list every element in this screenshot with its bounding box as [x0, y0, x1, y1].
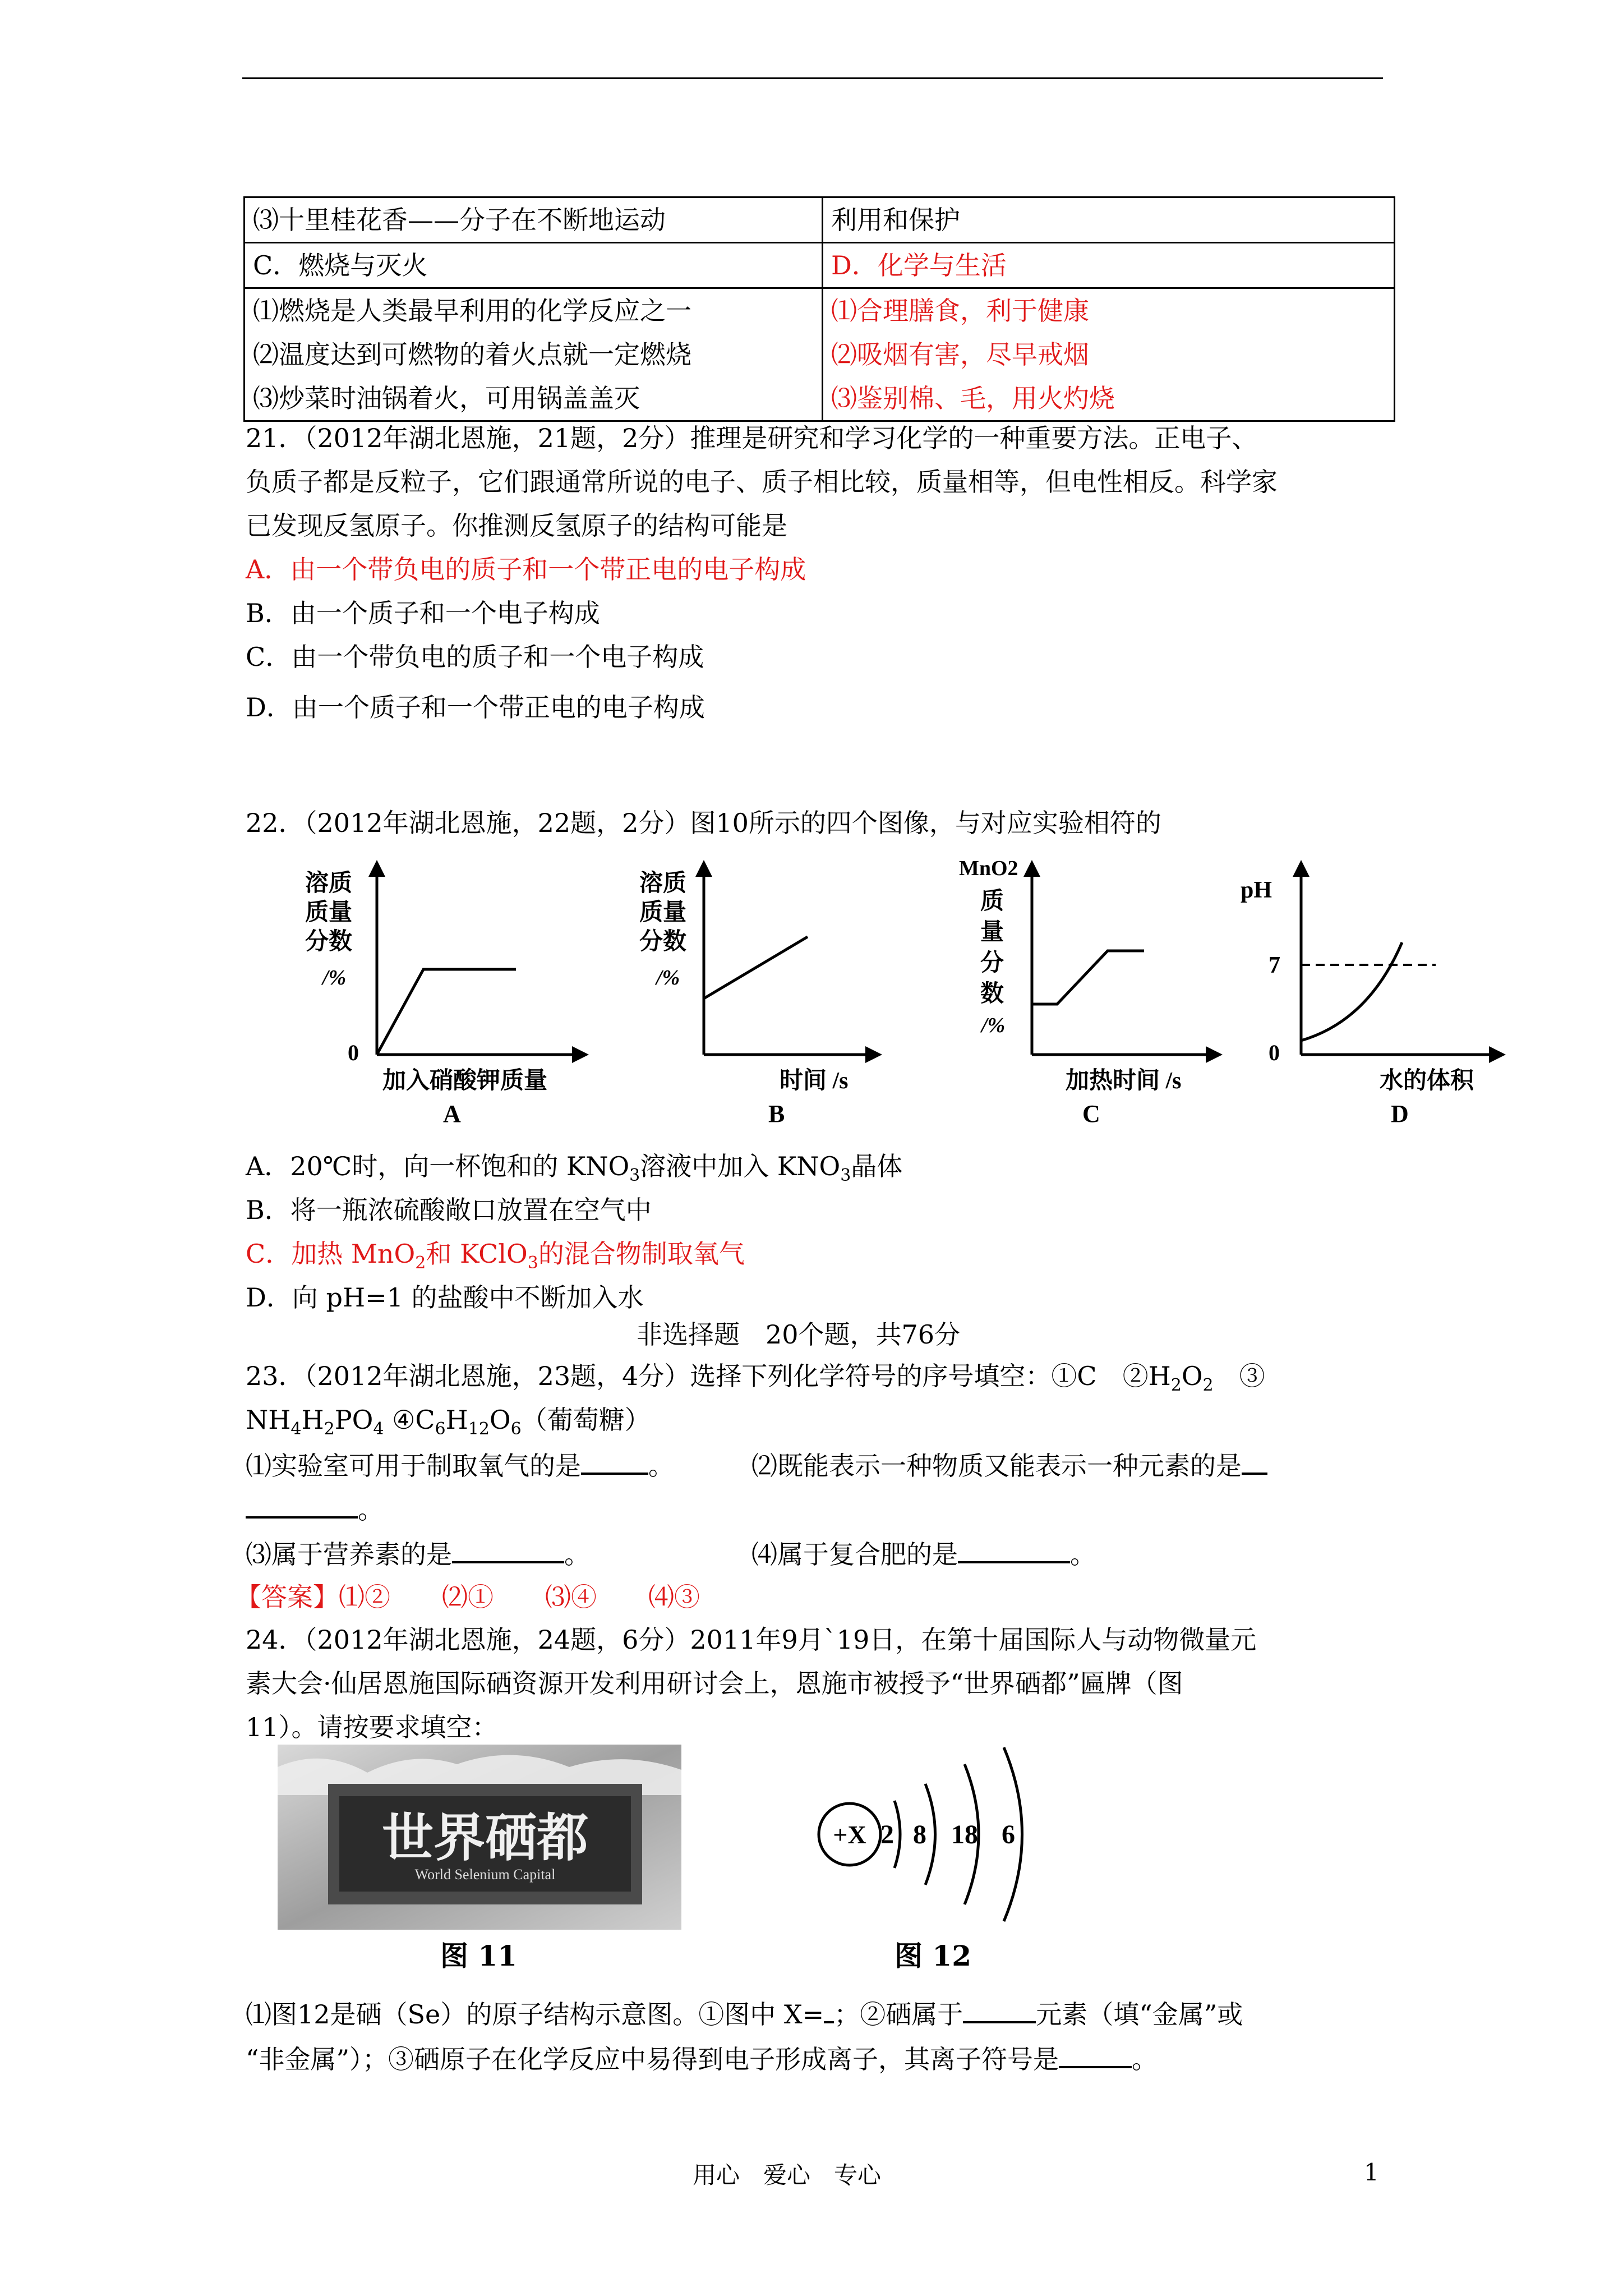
figure-11-caption: 图 11 — [440, 1939, 517, 1972]
q23-sub2-cont: 。 — [246, 1488, 384, 1531]
q21-option-b: B．由一个质子和一个电子构成 — [246, 598, 600, 628]
graph-a-ylabel-4: /% — [322, 966, 347, 990]
q23-blank-4[interactable] — [958, 1539, 1070, 1563]
q23-sub2: ⑵既能表示一种物质又能表示一种元素的是 — [751, 1444, 1267, 1488]
graph-c-ylabel-5: /% — [981, 1014, 1006, 1037]
graph-c-ylabel-top: MnO2 — [959, 857, 1018, 880]
graph-c-xlabel: 加热时间 /s — [1066, 1068, 1182, 1094]
table-cell-line: ⑵温度达到可燃物的着火点就一定燃烧 — [253, 339, 691, 370]
table-cell: D．化学与生活 — [831, 250, 1007, 280]
plaque-title: 世界硒都 — [381, 1807, 589, 1868]
graph-b-ylabel-2: 质量 — [639, 900, 687, 926]
graph-a-ylabel-1: 溶质 — [305, 871, 353, 896]
table-cell-line: ⑴合理膳食，利于健康 — [831, 296, 1089, 326]
q24-sub1: ⑴图12是硒（Se）的原子结构示意图。①图中 X= ；②硒属于 元素（填“金属”或 — [246, 1999, 1243, 2030]
q23-blank-3[interactable] — [452, 1539, 564, 1563]
q22-stem: 22．（2012年湖北恩施，22题，2分）图10所示的四个图像，与对应实验相符的 — [246, 808, 1161, 838]
graph-d-xlabel: 水的体积 — [1380, 1068, 1474, 1094]
graph-b-ylabel-1: 溶质 — [639, 871, 687, 896]
graph-b-ylabel-3: 分数 — [639, 929, 687, 955]
q21-line1: 21．（2012年湖北恩施，21题，2分）推理是研究和学习化学的一种重要方法。正电子、 — [246, 423, 1258, 453]
q24-blank-type[interactable] — [963, 1999, 1036, 2023]
graph-b — [639, 868, 874, 1128]
table-cell: ⑶十里桂花香——分子在不断地运动 — [253, 205, 666, 235]
q23-line1: 23．（2012年湖北恩施，23题，4分）选择下列化学符号的序号填空：①C $②H_2O_2$ ③ — [246, 1361, 1265, 1395]
q24-blank-x[interactable] — [824, 1999, 834, 2023]
plaque-subtitle: World Selenium Capital — [414, 1866, 556, 1883]
graph-d-ylabel: pH — [1241, 877, 1272, 903]
atom-shell-2: 8 — [913, 1820, 926, 1849]
table-cell-line: ⑴燃烧是人类最早利用的化学反应之一 — [253, 296, 691, 326]
atom-shell-4: 6 — [1002, 1820, 1015, 1849]
figure-12-caption: 图 12 — [895, 1939, 971, 1972]
graph-d — [1241, 868, 1497, 1128]
graph-c-letter: C — [1082, 1100, 1100, 1128]
graph-c-ylabel-1: 质 — [980, 889, 1004, 914]
q23-blank-2a[interactable] — [1242, 1450, 1267, 1475]
q21-option-d: D．由一个质子和一个带正电的电子构成 — [246, 692, 705, 723]
knowledge-table — [243, 196, 1395, 422]
graph-d-letter: D — [1391, 1100, 1409, 1128]
table-row — [245, 243, 1395, 288]
q21-option-c: C．由一个带负电的质子和一个电子构成 — [246, 642, 704, 672]
q22-option-c: C．加热 MnO$_2$和 KClO$_3$的混合物制取氧气 — [246, 1239, 745, 1273]
table-cell: C．燃烧与灭火 — [253, 250, 428, 280]
graph-a — [305, 868, 580, 1128]
q21-option-a: A．由一个带负电的质子和一个带正电的电子构成 — [246, 554, 806, 585]
graph-d-origin: 0 — [1269, 1040, 1280, 1065]
atom-nucleus: +X — [833, 1820, 866, 1849]
table-cell-line: ⑶炒菜时油锅着火，可用锅盖盖灭 — [253, 383, 640, 413]
q24-sub2: “非金属”）；③硒原子在化学反应中易得到电子形成离子，其离子符号是 。 — [246, 2044, 1158, 2074]
page-footer: 用心 爱心 专心 — [693, 2161, 882, 2189]
q23-blank-1[interactable] — [581, 1450, 648, 1475]
graph-a-origin: 0 — [348, 1040, 359, 1065]
atom-shell-3: 18 — [951, 1820, 978, 1849]
table-cell-line: ⑶鉴别棉、毛，用火灼烧 — [831, 383, 1115, 413]
q21-line3: 已发现反氢原子。你推测反氢原子的结构可能是 — [246, 510, 787, 541]
atom-shell-1: 2 — [880, 1820, 894, 1849]
graph-a-ylabel-3: 分数 — [305, 929, 353, 955]
graph-b-letter: B — [768, 1100, 785, 1128]
q22-option-a: A．20℃时，向一杯饱和的 $KNO_3$溶液中加入 $KNO_3$晶体 — [246, 1151, 903, 1185]
q23-sub1: ⑴实验室可用于制取氧气的是 。 — [246, 1451, 674, 1481]
q22-option-b: B．将一瓶浓硫酸敞口放置在空气中 — [246, 1195, 652, 1225]
q24-line2: 素大会·仙居恩施国际硒资源开发利用研讨会上，恩施市被授予“世界硒都”匾牌（图 — [246, 1668, 1183, 1699]
q24-line3: 11）。请按要求填空： — [246, 1712, 498, 1742]
graph-c — [959, 857, 1214, 1128]
q21-line2: 负质子都是反粒子，它们跟通常所说的电子、质子相比较，质量相等，但电性相反。科学家 — [246, 467, 1278, 497]
figure-10-graphs — [280, 847, 1525, 1139]
graph-a-letter: A — [443, 1100, 461, 1128]
graph-a-ylabel-2: 质量 — [305, 900, 353, 926]
section-heading: 非选择题 20个题，共76分 — [637, 1319, 961, 1350]
graph-b-ylabel-4: /% — [656, 966, 680, 990]
table-cell: 利用和保护 — [831, 205, 960, 235]
q24-blank-ion[interactable] — [1059, 2044, 1132, 2068]
q23-answer: 【答案】⑴② ⑵① ⑶④ ⑷③ — [236, 1582, 700, 1612]
q22-option-d: D．向 pH=1 的盐酸中不断加入水 — [246, 1282, 644, 1313]
graph-b-xlabel: 时间 /s — [780, 1068, 849, 1094]
graph-a-xlabel: 加入硝酸钾质量 — [382, 1068, 548, 1094]
q23-blank-2b[interactable] — [246, 1494, 358, 1519]
page-number: 1 — [1364, 2159, 1379, 2186]
q24-line1: 24．（2012年湖北恩施，24题，6分）2011年9月`19日，在第十届国际人与动物微量元 — [246, 1625, 1257, 1655]
q23-sub3: ⑶属于营养素的是 。 — [246, 1539, 590, 1570]
figure-11-plaque — [278, 1745, 681, 1930]
graph-d-tick-7: 7 — [1269, 953, 1280, 978]
table-row — [245, 288, 1395, 421]
q23-line2: $NH_4H_2PO_4$ $④C_6H_{12}O_6$（葡萄糖） — [246, 1405, 651, 1439]
graph-c-ylabel-4: 数 — [980, 981, 1004, 1007]
table-row — [245, 197, 1395, 243]
figure-12-atom-structure — [802, 1739, 1071, 1930]
header-rule — [242, 77, 1383, 79]
graph-c-ylabel-3: 分 — [980, 950, 1004, 976]
graph-c-ylabel-2: 量 — [980, 919, 1004, 945]
q23-sub4: ⑷属于复合肥的是 。 — [751, 1539, 1096, 1570]
table-cell-line: ⑵吸烟有害，尽早戒烟 — [831, 339, 1089, 370]
